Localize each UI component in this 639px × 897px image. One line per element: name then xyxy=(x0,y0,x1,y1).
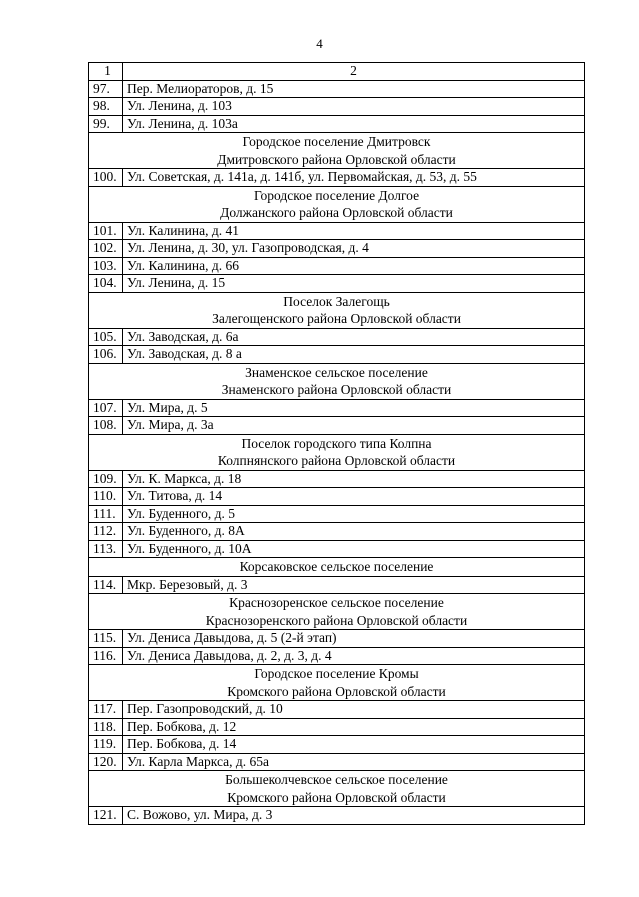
row-number: 116. xyxy=(89,647,123,665)
row-number: 108. xyxy=(89,417,123,435)
section-title-line: Городское поселение Дмитровск xyxy=(242,134,431,149)
row-number: 98. xyxy=(89,98,123,116)
header-col-address: 2 xyxy=(123,63,585,81)
section-header-row xyxy=(89,594,585,630)
row-address: Ул. Карла Маркса, д. 65а xyxy=(123,753,585,771)
section-title-line: Дмитровского района Орловской области xyxy=(217,151,456,167)
table-row xyxy=(89,399,585,417)
row-address: Ул. Ленина, д. 103а xyxy=(123,115,585,133)
section-title-line: Корсаковское сельское поселение xyxy=(239,559,434,574)
section-title-line: Поселок Залегощь xyxy=(283,293,390,309)
section-title-line: Большеколчевское сельское поселение xyxy=(225,772,448,787)
table-row xyxy=(89,222,585,240)
section-title xyxy=(89,133,585,169)
section-title-line: Знаменское сельское поселение xyxy=(245,364,428,380)
row-number: 119. xyxy=(89,736,123,754)
row-address: Ул. Буденного, д. 5 xyxy=(123,505,585,523)
section-title-line: Городское поселение Долгое xyxy=(253,187,420,203)
row-address: С. Вожово, ул. Мира, д. 3 xyxy=(123,807,585,825)
row-address: Ул. Заводская, д. 6а xyxy=(123,328,585,346)
row-number: 97. xyxy=(89,80,123,98)
row-address: Ул. К. Маркса, д. 18 xyxy=(123,470,585,488)
section-title-line: Колпнянского района Орловской области xyxy=(217,453,456,468)
row-address: Ул. Ленина, д. 30, ул. Газопроводская, д. 4 xyxy=(123,240,585,258)
section-title-line: Краснозоренское сельское поселение xyxy=(229,595,444,610)
section-title-line: Должанского района Орловской области xyxy=(220,205,453,220)
table-row xyxy=(89,346,585,364)
table-row xyxy=(89,257,585,275)
row-number: 106. xyxy=(89,346,123,364)
table-row xyxy=(89,647,585,665)
table-row xyxy=(89,753,585,771)
row-number: 114. xyxy=(89,576,123,594)
section-header-row xyxy=(89,186,585,222)
row-number: 115. xyxy=(89,630,123,648)
row-address: Ул. Ленина, д. 103 xyxy=(123,98,585,116)
table-row xyxy=(89,275,585,293)
row-number: 112. xyxy=(89,523,123,541)
row-address: Ул. Ленина, д. 15 xyxy=(123,275,585,293)
table-row xyxy=(89,98,585,116)
section-title xyxy=(89,665,585,701)
row-number: 99. xyxy=(89,115,123,133)
row-address: Ул. Калинина, д. 41 xyxy=(123,222,585,240)
section-title xyxy=(89,594,585,630)
row-address: Пер. Бобкова, д. 12 xyxy=(123,718,585,736)
section-title-line: Краснозоренского района Орловской области xyxy=(205,612,468,628)
section-header-row xyxy=(89,434,585,470)
row-address: Ул. Буденного, д. 10А xyxy=(123,540,585,558)
section-header-row xyxy=(89,363,585,399)
row-address: Пер. Бобкова, д. 14 xyxy=(123,736,585,754)
section-title xyxy=(89,363,585,399)
row-number: 111. xyxy=(89,505,123,523)
header-col-number: 1 xyxy=(89,63,123,81)
row-number: 109. xyxy=(89,470,123,488)
row-address: Ул. Дениса Давыдова, д. 5 (2-й этап) xyxy=(123,630,585,648)
section-title xyxy=(89,434,585,470)
table-row xyxy=(89,488,585,506)
row-address: Ул. Калинина, д. 66 xyxy=(123,257,585,275)
section-title-line: Поселок городского типа Колпна xyxy=(241,435,432,451)
row-number: 110. xyxy=(89,488,123,506)
table-row xyxy=(89,417,585,435)
table-row xyxy=(89,115,585,133)
row-number: 120. xyxy=(89,753,123,771)
table-row xyxy=(89,505,585,523)
row-number: 105. xyxy=(89,328,123,346)
section-header-row xyxy=(89,133,585,169)
row-number: 107. xyxy=(89,399,123,417)
address-table-body xyxy=(89,63,585,825)
section-title-line: Знаменского района Орловской области xyxy=(221,382,452,397)
section-title xyxy=(89,558,585,577)
section-title xyxy=(89,771,585,807)
row-address: Мкр. Березовый, д. 3 xyxy=(123,576,585,594)
table-row xyxy=(89,540,585,558)
row-number: 103. xyxy=(89,257,123,275)
table-header-row xyxy=(89,63,585,81)
row-address: Ул. Мира, д. 5 xyxy=(123,399,585,417)
row-address: Ул. Заводская, д. 8 а xyxy=(123,346,585,364)
table-row xyxy=(89,718,585,736)
section-header-row xyxy=(89,292,585,328)
row-number: 117. xyxy=(89,701,123,719)
row-address: Ул. Титова, д. 14 xyxy=(123,488,585,506)
table-row xyxy=(89,807,585,825)
table-row xyxy=(89,630,585,648)
row-number: 121. xyxy=(89,807,123,825)
section-title xyxy=(89,186,585,222)
row-address: Ул. Дениса Давыдова, д. 2, д. 3, д. 4 xyxy=(123,647,585,665)
row-number: 102. xyxy=(89,240,123,258)
row-address: Ул. Советская, д. 141а, д. 141б, ул. Первомайская, д. 53, д. 55 xyxy=(123,169,585,187)
address-table xyxy=(88,62,585,825)
section-title-line: Городское поселение Кромы xyxy=(254,666,419,681)
row-number: 104. xyxy=(89,275,123,293)
table-row xyxy=(89,523,585,541)
row-address: Ул. Буденного, д. 8А xyxy=(123,523,585,541)
row-number: 101. xyxy=(89,222,123,240)
section-header-row xyxy=(89,771,585,807)
table-row xyxy=(89,328,585,346)
row-number: 100. xyxy=(89,169,123,187)
section-title-line: Залегощенского района Орловской области xyxy=(212,311,461,326)
row-number: 113. xyxy=(89,540,123,558)
table-row xyxy=(89,736,585,754)
row-number: 118. xyxy=(89,718,123,736)
table-row xyxy=(89,240,585,258)
page-number: 4 xyxy=(316,36,323,51)
table-row xyxy=(89,80,585,98)
table-row xyxy=(89,169,585,187)
table-row xyxy=(89,470,585,488)
row-address: Пер. Мелиораторов, д. 15 xyxy=(123,80,585,98)
table-row xyxy=(89,576,585,594)
section-header-row xyxy=(89,665,585,701)
section-title xyxy=(89,292,585,328)
table-row xyxy=(89,701,585,719)
section-header-row xyxy=(89,558,585,577)
row-address: Пер. Газопроводский, д. 10 xyxy=(123,701,585,719)
section-title-line: Кромского района Орловской области xyxy=(227,683,446,699)
row-address: Ул. Мира, д. 3а xyxy=(123,417,585,435)
section-title-line: Кромского района Орловской области xyxy=(227,789,446,805)
